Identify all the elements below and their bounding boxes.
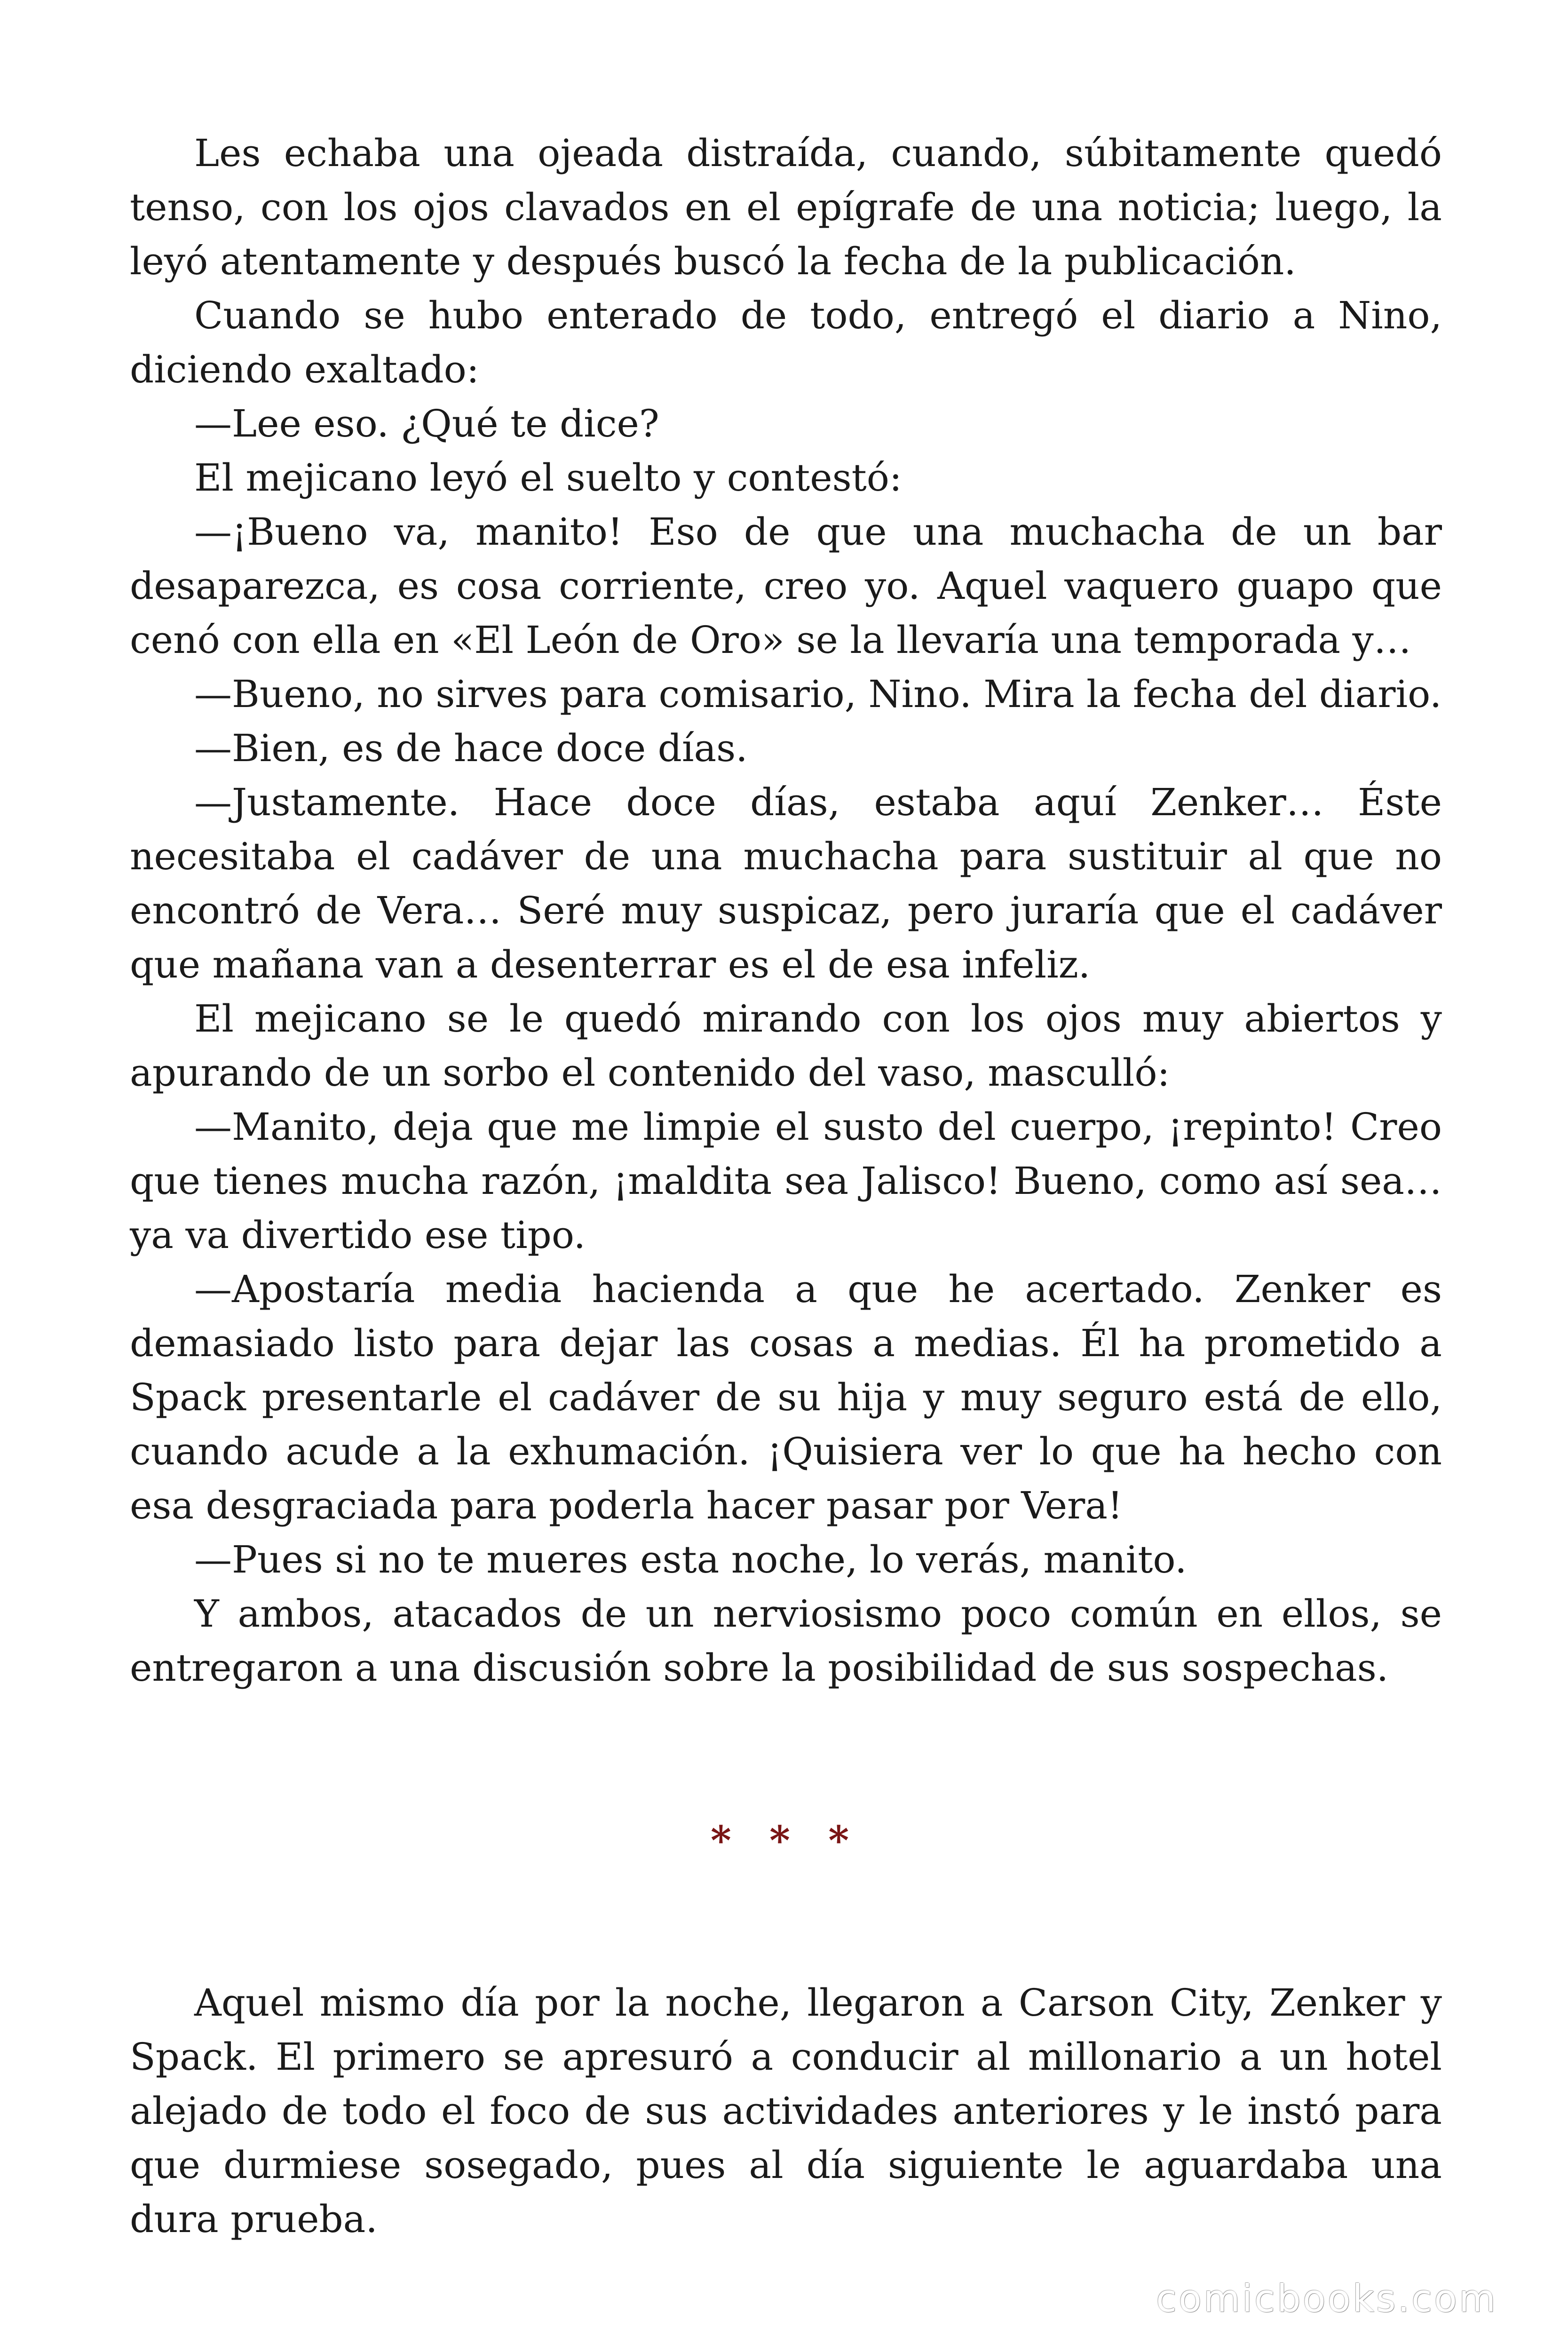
paragraph: —Bien, es de hace doce días. <box>194 726 748 770</box>
paragraph: El mejicano leyó el suelto y contestó: <box>194 456 902 500</box>
watermark: comicbooks.com <box>1156 2277 1497 2320</box>
paragraph: Y ambos, atacados de un nerviosismo poco común en ellos, se entregaron a una discusión sobre la posibilidad de sus sospechas. <box>130 1592 1442 1690</box>
paragraph: —¡Bueno va, manito! Eso de que una muchacha de un bar desaparezca, es cosa corriente, creo yo. Aquel vaquero guapo que cenó con ella en «El León de Oro» se la llevaría una temporada y… <box>130 510 1442 662</box>
paragraph: —Lee eso. ¿Qué te dice? <box>194 402 659 445</box>
paragraph: —Apostaría media hacienda a que he acertado. Zenker es demasiado listo para dejar las cosas a medias. Él ha prometido a Spack presentarle el cadáver de su hija y muy seguro está de ello, cuando acude a la exhumación. ¡Quisiera ver lo que ha hecho con esa desgraciada para poderla hacer pasar por Vera! <box>130 1267 1442 1527</box>
paragraph: El mejicano se le quedó mirando con los ojos muy abiertos y apurando de un sorbo el contenido del vaso, masculló: <box>130 997 1442 1095</box>
paragraph: Aquel mismo día por la noche, llegaron a Carson City, Zenker y Spack. El primero se apresuró a conducir al millonario a un hotel alejado de todo el foco de sus actividades anteriores y le instó para que durmiese sosegado, pues al día siguiente le aguardaba una dura prueba. <box>130 1981 1442 2241</box>
paragraph: Les echaba una ojeada distraída, cuando, súbitamente quedó tenso, con los ojos clavados en el epígrafe de una noticia; luego, la leyó atentamente y después buscó la fecha de la publicación. <box>130 131 1442 283</box>
paragraph: Cuando se hubo enterado de todo, entregó el diario a Nino, diciendo exaltado: <box>130 294 1442 391</box>
paragraph: —Manito, deja que me limpie el susto del cuerpo, ¡repinto! Creo que tienes mucha razón, ¡maldita sea Jalisco! Bueno, como así sea… ya va divertido ese tipo. <box>130 1105 1442 1257</box>
page-body <box>130 126 1442 2246</box>
paragraph: —Justamente. Hace doce días, estaba aquí Zenker… Éste necesitaba el cadáver de una muchacha para sustituir al que no encontró de Vera… Seré muy suspicaz, pero juraría que el cadáver que mañana van a desenterrar es el de esa infeliz. <box>130 780 1442 986</box>
scene-break: * * * <box>710 1817 862 1864</box>
paragraph: —Pues si no te mueres esta noche, lo verás, manito. <box>194 1538 1187 1581</box>
paragraph: —Bueno, no sirves para comisario, Nino. Mira la fecha del diario. <box>194 672 1442 716</box>
